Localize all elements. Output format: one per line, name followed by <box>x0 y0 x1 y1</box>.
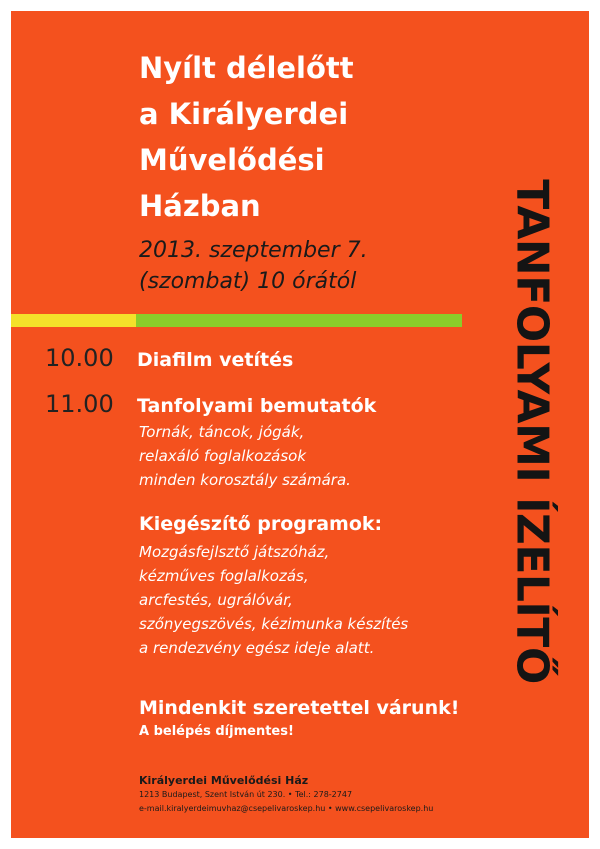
footer-org: Királyerdei Művelődési Ház <box>139 774 309 787</box>
title-line: Házban <box>139 189 261 223</box>
vertical-title <box>487 31 577 831</box>
free-entry-text: A belépés díjmentes! <box>139 724 294 739</box>
title-line: a Királyerdei <box>139 97 349 131</box>
title-line: Művelődési <box>139 143 325 177</box>
extra-programs-details <box>139 540 408 660</box>
vertical-title-text: TANFOLYAMI ÍZELÍTŐ <box>506 178 558 684</box>
detail-line: a rendezvény egész ideje alatt. <box>139 639 375 657</box>
detail-line: kézműves foglalkozás, <box>139 567 309 585</box>
program-title: Diafilm vetítés <box>137 349 294 371</box>
date-line: (szombat) 10 órától <box>139 269 357 294</box>
poster <box>11 11 589 838</box>
footer-contact: e-mail.kiralyerdeimuvhaz@csepelivaroskep.hu • www.csepelivaroskep.hu <box>139 804 434 813</box>
welcome-text: Mindenkit szeretettel várunk! <box>139 697 460 719</box>
color-bar-green <box>136 314 462 327</box>
program-item-bemutatok <box>45 390 376 418</box>
detail-line: szőnyegszövés, kézimunka készítés <box>139 615 409 633</box>
bemutatok-details <box>139 420 351 492</box>
program-item-diafilm <box>45 344 293 372</box>
color-bar-yellow <box>11 314 136 327</box>
footer-address: 1213 Budapest, Szent István út 230. • Tel.: 278-2747 <box>139 790 353 799</box>
event-title <box>139 45 354 229</box>
detail-line: arcfestés, ugrálóvár, <box>139 591 293 609</box>
detail-line: relaxáló foglalkozások <box>139 447 307 465</box>
detail-line: Tornák, táncok, jógák, <box>139 423 305 441</box>
program-time: 11.00 <box>45 390 114 418</box>
title-line: Nyílt délelőtt <box>139 51 354 85</box>
program-title: Tanfolyami bemutatók <box>137 395 377 417</box>
detail-line: minden korosztály számára. <box>139 471 351 489</box>
event-date <box>139 235 368 297</box>
color-bar <box>11 314 462 327</box>
program-time: 10.00 <box>45 344 114 372</box>
date-line: 2013. szeptember 7. <box>139 238 368 263</box>
detail-line: Mozgásfejlsztő játszóház, <box>139 543 330 561</box>
extra-programs-heading: Kiegészítő programok: <box>139 513 383 535</box>
